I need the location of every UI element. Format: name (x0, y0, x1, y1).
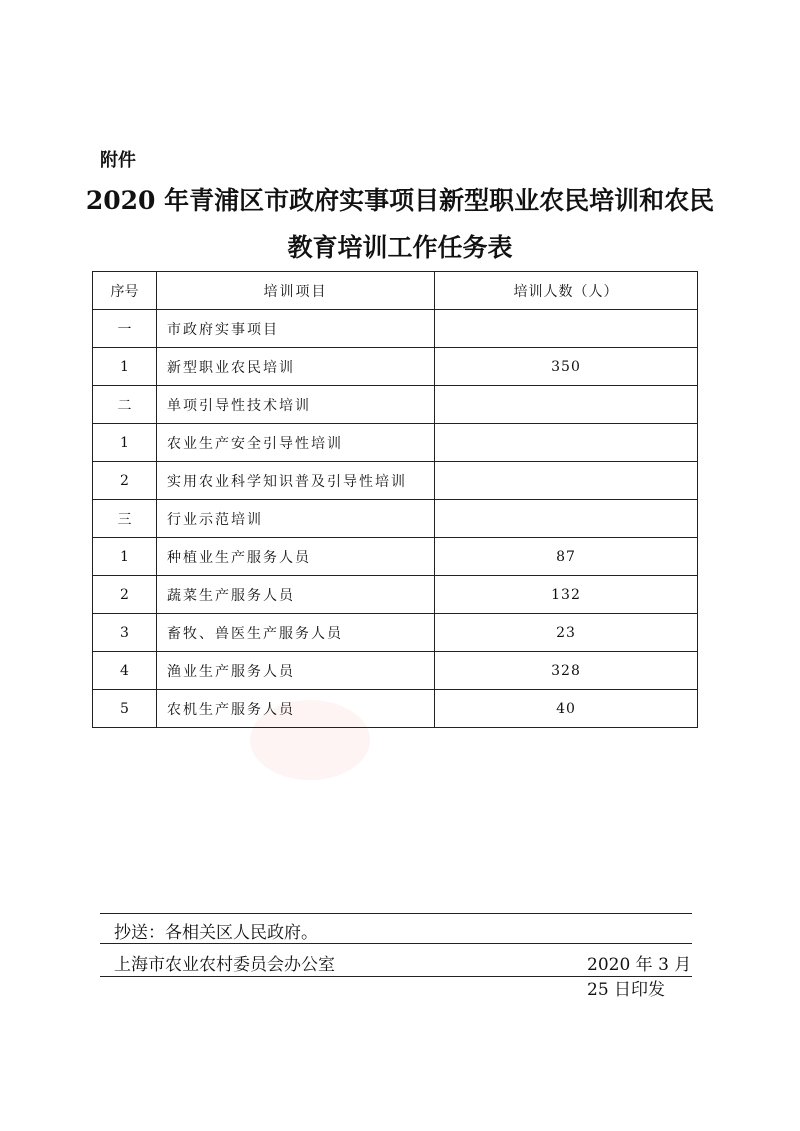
row-seq: 2 (93, 576, 157, 614)
row-item: 种植业生产服务人员 (157, 538, 435, 576)
document-title-line2: 教育培训工作任务表 (287, 233, 513, 262)
row-seq: 2 (93, 462, 157, 500)
issue-date: 2020 年 3 月 25 日印发 (587, 955, 692, 1000)
row-count: 328 (435, 652, 698, 690)
row-seq: 1 (93, 538, 157, 576)
row-count: 132 (435, 576, 698, 614)
row-item: 新型职业农民培训 (157, 348, 435, 386)
row-item: 畜牧、兽医生产服务人员 (157, 614, 435, 652)
row-seq: 5 (93, 690, 157, 728)
row-item: 市政府实事项目 (157, 310, 435, 348)
row-count: 40 (435, 690, 698, 728)
attachment-label: 附件 (100, 150, 136, 171)
footer-middle-rule (100, 943, 692, 944)
row-seq: 二 (93, 386, 157, 424)
cc-line: 抄送：各相关区人民政府。 (114, 923, 318, 943)
row-count: 87 (435, 538, 698, 576)
row-seq: 一 (93, 310, 157, 348)
row-item: 单项引导性技术培训 (157, 386, 435, 424)
issuing-office: 上海市农业农村委员会办公室 (114, 955, 335, 975)
row-item: 实用农业科学知识普及引导性培训 (157, 462, 435, 500)
row-item: 渔业生产服务人员 (157, 652, 435, 690)
row-seq: 4 (93, 652, 157, 690)
row-item: 农机生产服务人员 (157, 690, 435, 728)
document-footer (100, 0, 692, 1131)
row-count: 350 (435, 348, 698, 386)
row-seq: 三 (93, 500, 157, 538)
footer-top-rule (100, 913, 692, 914)
row-item: 蔬菜生产服务人员 (157, 576, 435, 614)
row-seq: 3 (93, 614, 157, 652)
row-seq: 1 (93, 348, 157, 386)
row-count: 23 (435, 614, 698, 652)
header-item: 培训项目 (157, 272, 435, 310)
row-item: 农业生产安全引导性培训 (157, 424, 435, 462)
row-item: 行业示范培训 (157, 500, 435, 538)
header-seq: 序号 (93, 272, 157, 310)
row-seq: 1 (93, 424, 157, 462)
document-title-line1: 2020 年青浦区市政府实事项目新型职业农民培训和农民 (85, 186, 715, 215)
footer-bottom-rule (100, 976, 692, 977)
header-count: 培训人数（人） (435, 272, 698, 310)
